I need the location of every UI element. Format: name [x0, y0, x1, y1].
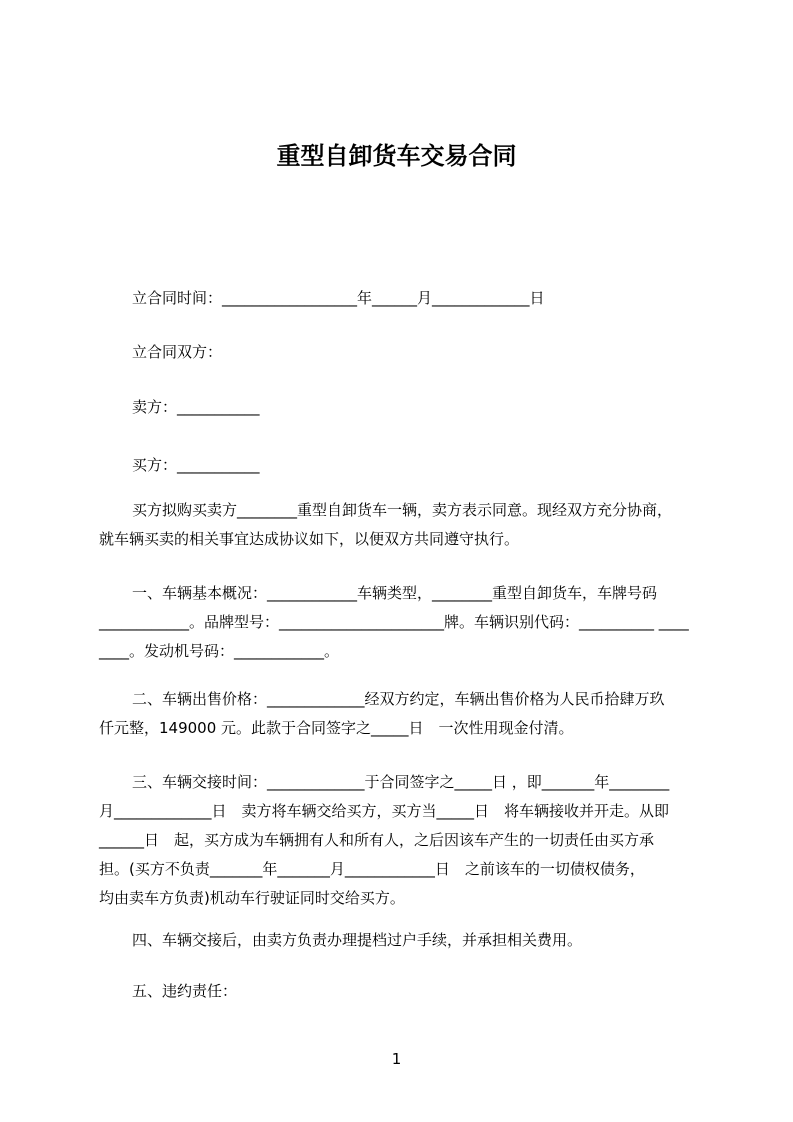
clause-sale-price — [99, 685, 665, 743]
contract-date-line: 立合同时间：__________________年______月_____________日 — [132, 289, 545, 307]
clause-line: 仟元整，149000 元。此款于合同签字之_____日 一次性用现金付清。 — [99, 719, 574, 737]
clause-line: 五、违约责任： — [132, 982, 238, 1000]
contract-parties-label: 立合同双方： — [132, 343, 223, 361]
contract-title: 重型自卸货车交易合同 — [276, 142, 517, 170]
clause-vehicle-overview — [99, 579, 689, 666]
clause-line: 均由卖车方负责)机动车行驶证同时交给买方。 — [99, 889, 405, 907]
clause-line: 担。(买方不负责_______年_______月____________日 之前该车的一切债权债务， — [99, 860, 645, 878]
page-number: 1 — [391, 1050, 402, 1068]
clause-line: ____。发动机号码：____________。 — [99, 642, 340, 660]
clause-line: 月_____________日 卖方将车辆交给买方，买方当_____日 将车辆接收并开走。从即 — [99, 802, 670, 820]
clause-line: 三、车辆交接时间：_____________于合同签字之_____日 ，即_______年________ — [132, 773, 670, 791]
clause-line: 二、车辆出售价格：_____________经双方约定，车辆出售价格为人民币拾肆万玖 — [132, 690, 665, 708]
clause-breach-liability — [99, 977, 237, 1006]
clause-transfer-procedures — [99, 926, 582, 955]
clause-handover-time — [99, 768, 669, 913]
paragraph-line: 就车辆买卖的相关事宜达成协议如下，以便双方共同遵守执行。 — [99, 530, 520, 548]
paragraph-line: 买方拟购买卖方________重型自卸货车一辆，卖方表示同意。现经双方充分协商， — [132, 501, 673, 519]
clause-line: 四、车辆交接后，由卖方负责办理提档过户手续，并承担相关费用。 — [132, 931, 583, 949]
intro-paragraph — [99, 496, 672, 554]
clause-line: ____________。品牌型号：______________________牌。车辆识别代码：__________ ____ — [99, 613, 689, 631]
clause-line: 一、车辆基本概况：____________车辆类型，________重型自卸货车，车牌号码 — [132, 584, 658, 602]
buyer-blank-line: 买方：___________ — [132, 456, 260, 474]
seller-blank-line: 卖方：___________ — [132, 398, 260, 416]
clause-line: ______日 起，买方成为车辆拥有人和所有人，之后因该车产生的一切责任由买方承 — [99, 831, 655, 849]
